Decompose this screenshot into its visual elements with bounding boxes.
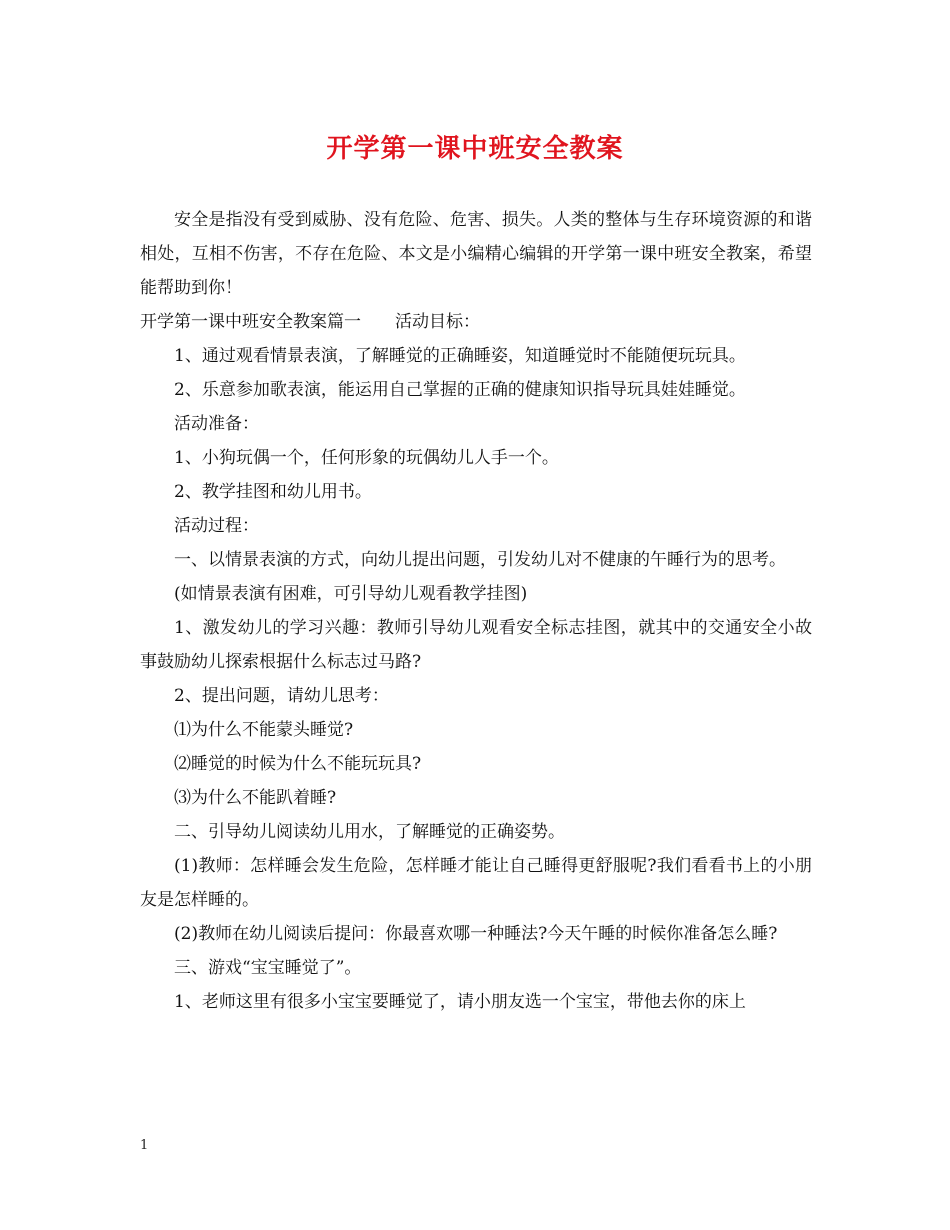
- document-body: [140, 203, 812, 1019]
- document-title: 开学第一课中班安全教案: [326, 134, 624, 164]
- paragraph: ⑶为什么不能趴着睡?: [174, 788, 337, 808]
- paragraph: 活动过程：: [174, 516, 259, 536]
- paragraph: 1、通过观看情景表演，了解睡觉的正确睡姿，知道睡觉时不能随便玩玩具。: [174, 346, 746, 366]
- paragraph: 三、游戏“宝宝睡觉了”。: [174, 958, 362, 978]
- paragraph: 2、提出问题，请幼儿思考：: [174, 686, 389, 706]
- paragraph: (2)教师在幼儿阅读后提问：你最喜欢哪一种睡法?今天午睡的时候你准备怎么睡?: [174, 924, 778, 944]
- paragraph: 一、以情景表演的方式，向幼儿提出问题，引发幼儿对不健康的午睡行为的思考。: [174, 550, 786, 570]
- paragraph: 2、乐意参加歌表演，能运用自己掌握的正确的健康知识指导玩具娃娃睡觉。: [174, 380, 746, 400]
- paragraph: 二、引导幼儿阅读幼儿用水，了解睡觉的正确姿势。: [174, 822, 565, 842]
- paragraph: 活动准备：: [174, 414, 259, 434]
- section-heading: 开学第一课中班安全教案篇一 活动目标：: [140, 312, 480, 332]
- paragraph: 1、激发幼儿的学习兴趣：教师引导幼儿观看安全标志挂图，就其中的交通安全小故事鼓励幼儿探索根据什么标志过马路?: [140, 618, 812, 672]
- paragraph: 1、小狗玩偶一个，任何形象的玩偶幼儿人手一个。: [174, 448, 559, 468]
- paragraph: 1、老师这里有很多小宝宝要睡觉了，请小朋友选一个宝宝，带他去你的床上: [174, 992, 746, 1012]
- paragraph: (如情景表演有困难，可引导幼儿观看教学挂图): [174, 584, 528, 604]
- paragraph: 2、教学挂图和幼儿用书。: [174, 482, 372, 502]
- paragraph: ⑵睡觉的时候为什么不能玩玩具?: [174, 754, 422, 774]
- page-number: 1: [140, 1138, 149, 1153]
- paragraph: (1)教师：怎样睡会发生危险，怎样睡才能让自己睡得更舒服呢?我们看看书上的小朋友是怎样睡的。: [140, 856, 812, 910]
- intro-paragraph: 安全是指没有受到威胁、没有危险、危害、损失。人类的整体与生存环境资源的和谐相处，互相不伤害，不存在危险、本文是小编精心编辑的开学第一课中班安全教案，希望能帮助到你！: [140, 210, 812, 298]
- paragraph: ⑴为什么不能蒙头睡觉?: [174, 720, 354, 740]
